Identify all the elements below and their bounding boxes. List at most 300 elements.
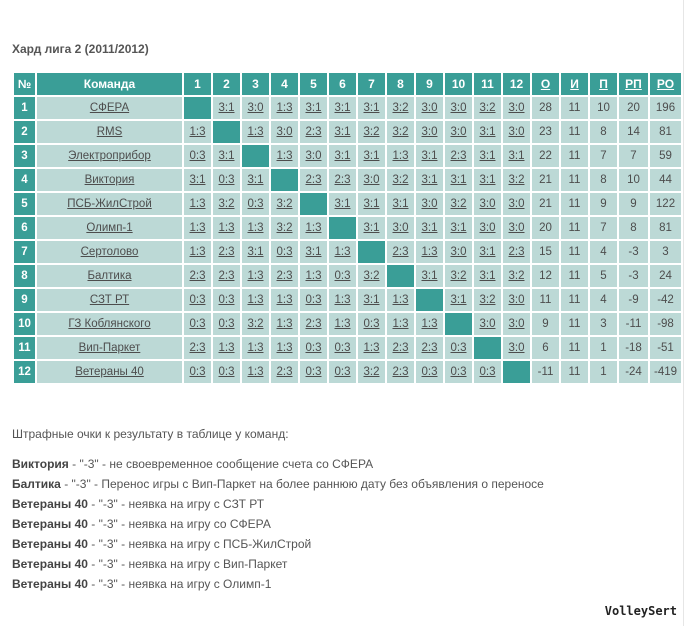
score-link[interactable]: 0:3: [218, 174, 235, 186]
score-link[interactable]: 0:3: [218, 366, 235, 378]
score-link[interactable]: 1:3: [218, 222, 235, 234]
score-link[interactable]: 3:2: [276, 222, 293, 234]
score-cell: [358, 145, 385, 167]
score-cell: [300, 289, 327, 311]
header-stat-3: П: [590, 73, 617, 95]
penalty-team: Ветераны 40: [12, 577, 88, 591]
stat-cell-И: 11: [561, 241, 588, 263]
score-link[interactable]: 0:3: [334, 342, 351, 354]
score-cell: [503, 217, 530, 239]
score-cell: [445, 337, 472, 359]
score-cell: [387, 337, 414, 359]
score-link[interactable]: 1:3: [363, 342, 380, 354]
stat-cell-И: 11: [561, 217, 588, 239]
diagonal-cell: [242, 145, 269, 167]
penalty-text: - "-3" - не своевременное сообщение счета со СФЕРА: [68, 457, 374, 471]
score-link[interactable]: 3:0: [479, 318, 496, 330]
score-link[interactable]: 0:3: [305, 366, 322, 378]
penalty-text: - "-3" - Перенос игры с Вип-Паркет на более раннюю дату без объявления о переносе: [60, 477, 544, 491]
score-cell: [300, 169, 327, 191]
score-cell: [503, 193, 530, 215]
score-link[interactable]: 3:1: [363, 150, 380, 162]
score-link[interactable]: 0:3: [189, 150, 206, 162]
score-cell: [416, 241, 443, 263]
score-cell: [184, 193, 211, 215]
score-link[interactable]: 1:3: [247, 270, 264, 282]
score-cell: [474, 145, 501, 167]
score-cell: [358, 313, 385, 335]
score-link[interactable]: 2:3: [392, 366, 409, 378]
score-cell: [416, 145, 443, 167]
score-link[interactable]: 3:0: [450, 126, 467, 138]
score-link[interactable]: 2:3: [305, 126, 322, 138]
stat-cell-И: 11: [561, 361, 588, 383]
score-cell: [213, 241, 240, 263]
team-link[interactable]: ГЗ Коблянского: [68, 318, 151, 330]
team-cell: [37, 193, 182, 215]
stat-cell-П: 8: [590, 169, 617, 191]
score-link[interactable]: 1:3: [276, 294, 293, 306]
score-link[interactable]: 1:3: [189, 222, 206, 234]
header-round-1: 1: [184, 73, 211, 95]
header-round-11: 11: [474, 73, 501, 95]
score-link[interactable]: 3:2: [363, 366, 380, 378]
score-link[interactable]: 1:3: [392, 150, 409, 162]
score-cell: [445, 97, 472, 119]
score-link[interactable]: 3:2: [392, 174, 409, 186]
score-link[interactable]: 2:3: [421, 342, 438, 354]
score-cell: [445, 121, 472, 143]
score-link[interactable]: 3:1: [334, 126, 351, 138]
score-cell: [184, 361, 211, 383]
score-link[interactable]: 2:3: [189, 342, 206, 354]
score-link[interactable]: 1:3: [276, 318, 293, 330]
stat-cell-П: 5: [590, 265, 617, 287]
score-link[interactable]: 3:1: [189, 174, 206, 186]
table-row: [14, 169, 681, 191]
score-link[interactable]: 1:3: [218, 342, 235, 354]
score-link[interactable]: 1:3: [421, 246, 438, 258]
stat-cell-П: 8: [590, 121, 617, 143]
score-link[interactable]: 3:1: [334, 150, 351, 162]
stat-cell-РП: -11: [619, 313, 648, 335]
score-link[interactable]: 3:2: [479, 102, 496, 114]
score-cell: [445, 289, 472, 311]
score-cell: [445, 169, 472, 191]
stat-cell-П: 7: [590, 217, 617, 239]
header-round-5: 5: [300, 73, 327, 95]
score-link[interactable]: 3:0: [479, 222, 496, 234]
stat-cell-П: 10: [590, 97, 617, 119]
score-cell: [503, 241, 530, 263]
score-cell: [329, 121, 356, 143]
penalty-team: Балтика: [12, 477, 61, 491]
penalty-text: - "-3" - неявка на игру с Олимп-1: [87, 577, 272, 591]
stat-cell-РО: -42: [650, 289, 681, 311]
score-link[interactable]: 0:3: [276, 246, 293, 258]
score-cell: [213, 169, 240, 191]
score-link[interactable]: 3:0: [479, 198, 496, 210]
score-link[interactable]: 1:3: [305, 270, 322, 282]
score-link[interactable]: 1:3: [334, 246, 351, 258]
score-link[interactable]: 1:3: [334, 294, 351, 306]
score-cell: [387, 313, 414, 335]
score-link[interactable]: 3:0: [508, 318, 525, 330]
score-link[interactable]: 3:0: [247, 102, 264, 114]
score-cell: [358, 169, 385, 191]
team-link[interactable]: Сертолово: [80, 246, 139, 258]
score-cell: [213, 337, 240, 359]
page-title: Хард лига 2 (2011/2012): [12, 42, 149, 56]
penalty-text: - "-3" - неявка на игру с СЗТ РТ: [87, 497, 265, 511]
score-cell: [474, 97, 501, 119]
score-link[interactable]: 3:1: [421, 150, 438, 162]
score-link[interactable]: 3:1: [421, 270, 438, 282]
stat-cell-РП: -3: [619, 241, 648, 263]
stat-cell-И: 11: [561, 289, 588, 311]
score-link[interactable]: 0:3: [450, 342, 467, 354]
score-link[interactable]: 3:1: [247, 246, 264, 258]
score-cell: [242, 193, 269, 215]
score-link[interactable]: 3:1: [305, 246, 322, 258]
score-link[interactable]: 1:3: [247, 294, 264, 306]
score-link[interactable]: 0:3: [450, 366, 467, 378]
score-link[interactable]: 3:0: [421, 102, 438, 114]
score-link[interactable]: 2:3: [305, 318, 322, 330]
score-cell: [474, 241, 501, 263]
stat-cell-РП: 8: [619, 217, 648, 239]
penalty-team: Ветераны 40: [12, 557, 88, 571]
score-cell: [445, 241, 472, 263]
score-link[interactable]: 2:3: [450, 150, 467, 162]
score-link[interactable]: 3:1: [421, 222, 438, 234]
score-link[interactable]: 2:3: [276, 366, 293, 378]
score-link[interactable]: 3:0: [508, 198, 525, 210]
score-link[interactable]: 0:3: [218, 294, 235, 306]
score-link[interactable]: 3:2: [508, 174, 525, 186]
diagonal-cell: [503, 361, 530, 383]
score-cell: [184, 121, 211, 143]
score-link[interactable]: 3:0: [450, 102, 467, 114]
team-cell: [37, 289, 182, 311]
penalty-team: Ветераны 40: [12, 497, 88, 511]
score-cell: [503, 145, 530, 167]
score-cell: [358, 193, 385, 215]
stat-cell-РО: 122: [650, 193, 681, 215]
score-link[interactable]: 1:3: [189, 246, 206, 258]
standings-table: [12, 71, 683, 385]
score-cell: [213, 193, 240, 215]
stat-cell-И: 11: [561, 169, 588, 191]
score-cell: [271, 265, 298, 287]
table-row: [14, 145, 681, 167]
stat-cell-И: 11: [561, 265, 588, 287]
score-link[interactable]: 3:1: [508, 150, 525, 162]
score-link[interactable]: 3:0: [392, 222, 409, 234]
score-link[interactable]: 1:3: [247, 126, 264, 138]
row-number: 5: [14, 193, 35, 215]
header-round-8: 8: [387, 73, 414, 95]
row-number: 8: [14, 265, 35, 287]
score-cell: [242, 241, 269, 263]
score-link[interactable]: 0:3: [305, 294, 322, 306]
penalty-text: - "-3" - неявка на игру с Вип-Паркет: [87, 557, 288, 571]
team-link[interactable]: ПСБ-ЖилСтрой: [67, 198, 152, 210]
score-cell: [271, 241, 298, 263]
score-link[interactable]: 1:3: [189, 126, 206, 138]
team-link[interactable]: Олимп-1: [86, 222, 133, 234]
score-link[interactable]: 0:3: [189, 318, 206, 330]
score-link[interactable]: 3:1: [334, 198, 351, 210]
table-row: [14, 217, 681, 239]
score-link[interactable]: 3:1: [392, 198, 409, 210]
score-link[interactable]: 3:1: [479, 270, 496, 282]
team-link[interactable]: RMS: [96, 126, 123, 138]
score-link[interactable]: 3:0: [450, 246, 467, 258]
team-link[interactable]: Вип-Паркет: [78, 342, 141, 354]
score-cell: [184, 241, 211, 263]
score-link[interactable]: 3:2: [479, 294, 496, 306]
score-link[interactable]: 3:2: [363, 270, 380, 282]
stat-cell-О: 20: [532, 217, 559, 239]
team-cell: [37, 145, 182, 167]
score-link[interactable]: 3:0: [305, 150, 322, 162]
score-cell: [329, 265, 356, 287]
score-link[interactable]: 0:3: [189, 366, 206, 378]
score-link[interactable]: 0:3: [247, 198, 264, 210]
stat-cell-РП: -24: [619, 361, 648, 383]
team-cell: [37, 361, 182, 383]
table-row: [14, 97, 681, 119]
score-link[interactable]: 0:3: [421, 366, 438, 378]
score-link[interactable]: 1:3: [392, 294, 409, 306]
score-cell: [329, 145, 356, 167]
team-link[interactable]: Ветераны 40: [75, 366, 144, 378]
score-cell: [242, 337, 269, 359]
table-row: [14, 265, 681, 287]
table-row: [14, 313, 681, 335]
score-link[interactable]: 3:1: [218, 102, 235, 114]
score-cell: [271, 121, 298, 143]
header-num: №: [14, 73, 35, 95]
score-cell: [329, 193, 356, 215]
score-link[interactable]: 1:3: [247, 342, 264, 354]
score-cell: [503, 289, 530, 311]
score-link[interactable]: 1:3: [189, 198, 206, 210]
score-cell: [213, 145, 240, 167]
score-cell: [474, 193, 501, 215]
header-stat-5: РО: [650, 73, 681, 95]
score-link[interactable]: 0:3: [305, 342, 322, 354]
team-cell: [37, 265, 182, 287]
score-link[interactable]: 1:3: [334, 318, 351, 330]
header-round-9: 9: [416, 73, 443, 95]
score-link[interactable]: 3:2: [508, 270, 525, 282]
score-cell: [445, 265, 472, 287]
header-round-12: 12: [503, 73, 530, 95]
score-link[interactable]: 1:3: [392, 318, 409, 330]
score-cell: [474, 289, 501, 311]
score-link[interactable]: 0:3: [334, 366, 351, 378]
score-link[interactable]: 3:0: [363, 174, 380, 186]
score-link[interactable]: 1:3: [305, 222, 322, 234]
score-cell: [387, 361, 414, 383]
score-link[interactable]: 0:3: [334, 270, 351, 282]
score-cell: [242, 289, 269, 311]
score-link[interactable]: 2:3: [334, 174, 351, 186]
score-link[interactable]: 3:0: [508, 342, 525, 354]
right-border: [683, 0, 684, 626]
score-link[interactable]: 1:3: [247, 366, 264, 378]
score-link[interactable]: 3:1: [363, 198, 380, 210]
diagonal-cell: [271, 169, 298, 191]
team-cell: [37, 313, 182, 335]
row-number: 7: [14, 241, 35, 263]
score-cell: [387, 145, 414, 167]
score-cell: [271, 217, 298, 239]
team-cell: [37, 169, 182, 191]
stat-cell-И: 11: [561, 145, 588, 167]
team-link[interactable]: Балтика: [87, 270, 132, 282]
score-cell: [329, 169, 356, 191]
score-link[interactable]: 3:0: [508, 126, 525, 138]
score-link[interactable]: 0:3: [363, 318, 380, 330]
score-cell: [184, 313, 211, 335]
score-link[interactable]: 3:1: [334, 102, 351, 114]
score-cell: [242, 217, 269, 239]
score-link[interactable]: 3:2: [363, 126, 380, 138]
penalty-heading: Штрафные очки к результату в таблице у команд:: [12, 427, 289, 441]
stat-cell-О: 12: [532, 265, 559, 287]
diagonal-cell: [184, 97, 211, 119]
row-number: 10: [14, 313, 35, 335]
penalty-notes: [12, 424, 672, 594]
diagonal-cell: [474, 337, 501, 359]
score-link[interactable]: 2:3: [392, 342, 409, 354]
penalty-item: [12, 514, 672, 534]
score-cell: [503, 97, 530, 119]
score-link[interactable]: 3:1: [479, 246, 496, 258]
score-cell: [329, 289, 356, 311]
team-cell: [37, 241, 182, 263]
score-link[interactable]: 2:3: [189, 270, 206, 282]
score-link[interactable]: 3:1: [450, 294, 467, 306]
score-link[interactable]: 3:0: [508, 294, 525, 306]
score-link[interactable]: 0:3: [218, 318, 235, 330]
stat-cell-РО: 81: [650, 217, 681, 239]
score-link[interactable]: 3:1: [363, 102, 380, 114]
stat-cell-РП: 20: [619, 97, 648, 119]
penalty-team: Ветераны 40: [12, 517, 88, 531]
penalty-text: - "-3" - неявка на игру со СФЕРА: [87, 517, 271, 531]
score-link[interactable]: 2:3: [276, 270, 293, 282]
score-link[interactable]: 3:2: [392, 102, 409, 114]
score-link[interactable]: 1:3: [276, 342, 293, 354]
score-link[interactable]: 3:0: [508, 222, 525, 234]
score-cell: [242, 361, 269, 383]
row-number: 2: [14, 121, 35, 143]
team-link[interactable]: СФЕРА: [89, 102, 130, 114]
diagonal-cell: [445, 313, 472, 335]
score-link[interactable]: 3:1: [479, 150, 496, 162]
team-link[interactable]: СЗТ РТ: [89, 294, 130, 306]
score-link[interactable]: 3:1: [479, 126, 496, 138]
score-cell: [445, 361, 472, 383]
score-cell: [503, 121, 530, 143]
score-link[interactable]: 2:3: [392, 246, 409, 258]
score-link[interactable]: 2:3: [305, 174, 322, 186]
score-link[interactable]: 3:0: [421, 126, 438, 138]
score-cell: [213, 217, 240, 239]
score-link[interactable]: 3:1: [305, 102, 322, 114]
row-number: 9: [14, 289, 35, 311]
stat-cell-РО: 3: [650, 241, 681, 263]
score-link[interactable]: 3:1: [421, 174, 438, 186]
score-link[interactable]: 3:1: [363, 222, 380, 234]
score-link[interactable]: 0:3: [479, 366, 496, 378]
score-cell: [184, 289, 211, 311]
score-cell: [271, 337, 298, 359]
score-link[interactable]: 3:2: [392, 126, 409, 138]
score-link[interactable]: 3:1: [363, 294, 380, 306]
score-cell: [300, 337, 327, 359]
table-row: [14, 121, 681, 143]
stat-cell-РП: 14: [619, 121, 648, 143]
score-link[interactable]: 0:3: [189, 294, 206, 306]
score-link[interactable]: 1:3: [247, 222, 264, 234]
score-cell: [271, 313, 298, 335]
score-link[interactable]: 3:0: [508, 102, 525, 114]
score-link[interactable]: 3:0: [276, 126, 293, 138]
score-link[interactable]: 2:3: [218, 246, 235, 258]
score-link[interactable]: 2:3: [218, 270, 235, 282]
score-link[interactable]: 1:3: [421, 318, 438, 330]
team-cell: [37, 217, 182, 239]
score-link[interactable]: 2:3: [508, 246, 525, 258]
score-link[interactable]: 3:2: [450, 270, 467, 282]
score-link[interactable]: 3:2: [450, 198, 467, 210]
score-cell: [213, 313, 240, 335]
score-cell: [416, 193, 443, 215]
table-body: [14, 97, 681, 383]
score-cell: [503, 337, 530, 359]
score-link[interactable]: 3:1: [450, 174, 467, 186]
score-link[interactable]: 3:2: [276, 198, 293, 210]
score-link[interactable]: 3:2: [247, 318, 264, 330]
score-link[interactable]: 3:1: [450, 222, 467, 234]
team-link[interactable]: Электроприбор: [68, 150, 151, 162]
team-link[interactable]: Виктория: [84, 174, 135, 186]
score-link[interactable]: 3:1: [479, 174, 496, 186]
score-link[interactable]: 3:0: [421, 198, 438, 210]
score-link[interactable]: 3:2: [218, 198, 235, 210]
score-cell: [387, 289, 414, 311]
stat-cell-О: 21: [532, 193, 559, 215]
header-round-2: 2: [213, 73, 240, 95]
score-link[interactable]: 3:1: [218, 150, 235, 162]
score-link[interactable]: 3:1: [247, 174, 264, 186]
stat-cell-РО: 81: [650, 121, 681, 143]
score-cell: [271, 289, 298, 311]
score-link[interactable]: 1:3: [276, 102, 293, 114]
stat-cell-РП: -3: [619, 265, 648, 287]
stat-cell-И: 11: [561, 121, 588, 143]
score-link[interactable]: 1:3: [276, 150, 293, 162]
team-cell: [37, 97, 182, 119]
score-cell: [474, 169, 501, 191]
penalty-item: [12, 534, 672, 554]
stat-cell-РП: 7: [619, 145, 648, 167]
